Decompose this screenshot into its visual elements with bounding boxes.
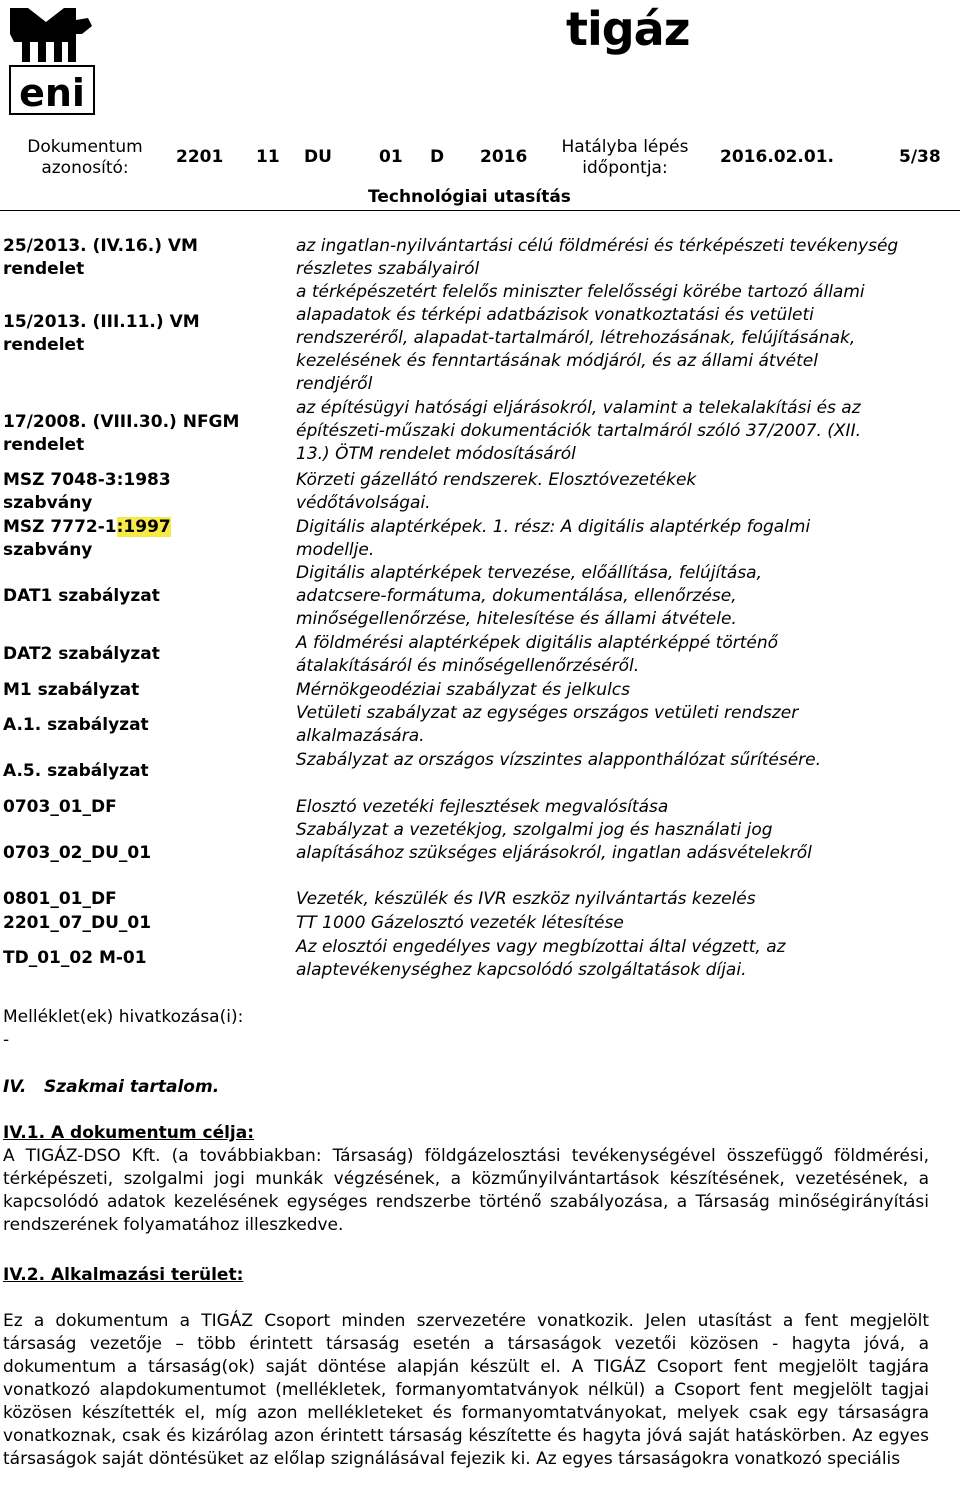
reference-description: Körzeti gázellátó rendszerek. Elosztóvezetékek védőtávolságai. [296, 470, 697, 513]
reference-code: 0801_01_DF [3, 889, 117, 909]
reference-description: Az elosztói engedélyes vagy megbízottai által végzett, az alaptevékenységhez kapcsolódó szolgáltatások díjai. [296, 937, 786, 980]
reference-code: A.5. szabályzat [3, 761, 149, 781]
doc-id-part: 11 [256, 147, 280, 167]
highlight: :1997 [116, 517, 171, 537]
attachments-label: Melléklet(ek) hivatkozása(i): [3, 1007, 244, 1027]
reference-code: MSZ 7772-1:1997 szabvány [3, 517, 171, 560]
reference-code: M1 szabályzat [3, 680, 140, 700]
reference-description: a térképészetért felelős miniszter felelősségi körébe tartozó állami alapadatok és térképi adatbázisok vonatkoztatási és vetületi rendszeréről, alapadat-tartalmáról, létrehozásának, felújításának, kezelésének és fenntartásának módjáról, és az állami átvétel rendjéről [296, 282, 865, 394]
section-heading: IV. Szakmai tartalom. [3, 1077, 220, 1097]
doc-id-label: Dokumentum azonosító: [27, 137, 143, 178]
reference-description: Szabályzat az országos vízszintes alapponthálózat sűrítésére. [296, 750, 822, 770]
doc-id-part: 01 [379, 147, 403, 167]
attachments-value: - [3, 1030, 10, 1050]
reference-description: Vezeték, készülék és IVR eszköz nyilvántartás kezelés [296, 889, 756, 909]
reference-code: A.1. szabályzat [3, 715, 149, 735]
effective-date-label: Hatályba lépés időpontja: [561, 137, 689, 178]
doc-id-part: 2201 [176, 147, 224, 167]
eni-logo [6, 4, 98, 116]
reference-description: TT 1000 Gázelosztó vezeték létesítése [296, 913, 624, 933]
reference-code: 15/2013. (III.11.) VM rendelet [3, 312, 200, 355]
reference-description: Elosztó vezetéki fejlesztések megvalósítása [296, 797, 669, 817]
reference-code: 25/2013. (IV.16.) VM rendelet [3, 236, 198, 279]
reference-code: 0703_01_DF [3, 797, 117, 817]
reference-code: DAT2 szabályzat [3, 644, 160, 664]
header-divider [0, 210, 960, 211]
subsection-heading: IV.1. A dokumentum célja: [3, 1123, 255, 1143]
reference-description: Vetületi szabályzat az egységes országos vetületi rendszer alkalmazására. [296, 703, 799, 746]
page-number: 5/38 [899, 147, 941, 167]
reference-description: Szabályzat a vezetékjog, szolgalmi jog és használati jog alapításához szükséges eljárásokról, ingatlan adásvételekről [296, 820, 812, 863]
paragraph: A TIGÁZ-DSO Kft. (a továbbiakban: Társaság) földgázelosztási tevékenységével összefüggő földmérési, térképészeti, szolgalmi jogi munkák végzésének, a közműnyilvántartások készítésének, vezetésének, a kapcsolódó adatok kezelésének egységes rendszerbe történő szabályozása, a Társaság minőségirányítási rendszerének folyamatához illeszkedve. [3, 1146, 929, 1235]
reference-description: Digitális alaptérképek tervezése, előállítása, felújítása, adatcsere-formátuma, dokumentálása, ellenőrzése, minőségellenőrzése, hitelesítése és állami átvétele. [296, 563, 763, 629]
reference-description: A földmérési alaptérképek digitális alaptérképpé történő átalakításáról és minőségellenőrzéséről. [296, 633, 779, 676]
doc-id-part: D [430, 147, 445, 167]
reference-description: az építésügyi hatósági eljárásokról, valamint a telekalakítási és az építészeti-műszaki dokumentációk tartalmáról szóló 37/2007. (XII. 13.) ÖTM rendelet módosításáról [296, 398, 861, 464]
reference-code: MSZ 7048-3:1983 szabvány [3, 470, 171, 513]
effective-date: 2016.02.01. [720, 147, 835, 167]
subsection-heading: IV.2. Alkalmazási terület: [3, 1265, 244, 1285]
reference-description: Digitális alaptérképek. 1. rész: A digitális alaptérkép fogalmi modellje. [296, 517, 811, 560]
svg-text:eni: eni [19, 71, 85, 115]
paragraph: Ez a dokumentum a TIGÁZ Csoport minden szervezetére vonatkozik. Jelen utasítást a fent megjelölt társaság vezetője – több érintett társaság esetén a társaságok vezetői közösen - hagyta jóvá, a dokumentum a társaság(ok) saját döntése alapján készült el. A TIGÁZ Csoport fent megjelölt tagjára vonatkozó alapdokumentumot (mellékletek, formanyomtatványok nélkül) a Csoport fent megjelölt tagjai közösen készítették el, míg azon mellékleteket és formanyomtatványokat, melyek csak egy társaságra vonatkoznak, csak és kizárólag azon érintett társaság készítette és hagyta jóvá saját hatáskörben. Az egyes társaságok saját döntésüket az előlap szignálásával fejezik ki. Az egyes társaságokra vonatkozó speciális [3, 1311, 929, 1469]
reference-code: 17/2008. (VIII.30.) NFGM rendelet [3, 412, 240, 455]
doc-id-part: DU [304, 147, 332, 167]
reference-description: az ingatlan-nyilvántartási célú földmérési és térképészeti tevékenység részletes szabályairól [296, 236, 899, 279]
reference-code: TD_01_02 M-01 [3, 948, 147, 968]
document-title: Technológiai utasítás [368, 187, 571, 207]
reference-code: 0703_02_DU_01 [3, 843, 152, 863]
doc-id-part: 2016 [480, 147, 528, 167]
reference-description: Mérnökgeodéziai szabályzat és jelkulcs [296, 680, 630, 700]
reference-code: DAT1 szabályzat [3, 586, 160, 606]
reference-code: 2201_07_DU_01 [3, 913, 152, 933]
tigaz-logo: tigáz [566, 2, 690, 56]
